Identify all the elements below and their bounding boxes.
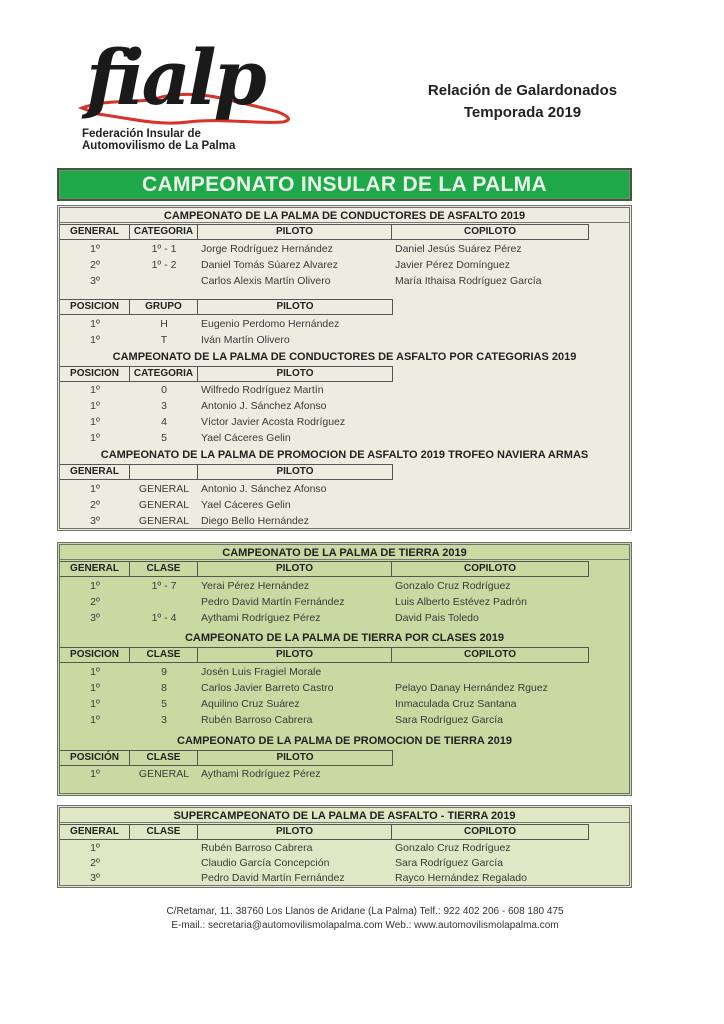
section-title: CAMPEONATO DE LA PALMA DE TIERRA 2019 — [60, 546, 629, 560]
cell-copilot — [392, 664, 588, 680]
cell-position: 1º — [90, 666, 100, 678]
cell-position: 2º — [90, 259, 100, 271]
cell-category: 1º - 2 — [151, 259, 177, 271]
fialp-logo — [78, 33, 318, 156]
header-cell: PILOTO — [198, 648, 392, 662]
table-row — [60, 481, 392, 497]
cell-class: GENERAL — [138, 768, 190, 780]
cell-pilot: Rubén Barroso Cabrera — [201, 842, 313, 854]
cell-position: 2º — [90, 596, 100, 608]
cell-copilot: Gonzalo Cruz Rodríguez — [395, 580, 511, 592]
cell-class: GENERAL — [138, 515, 190, 527]
header-cell: CATEGORIA — [130, 367, 198, 381]
table-row — [60, 870, 588, 886]
table-row — [60, 430, 392, 446]
cell-copilot: Sara Rodríguez García — [395, 714, 503, 726]
table-row — [60, 594, 588, 610]
cell-copilot: Javier Pérez Domínguez — [395, 259, 510, 271]
table-row — [60, 664, 588, 680]
logo-wordmark: fialp — [86, 33, 264, 122]
header-cell: COPILOTO — [463, 649, 517, 660]
table-header — [60, 464, 393, 480]
cell-pilot: Iván Martín Olivero — [201, 334, 290, 346]
cell-pilot: Aythami Rodríguez Pérez — [201, 768, 321, 780]
section-title: SUPERCAMPEONATO DE LA PALMA DE ASFALTO - TIERRA 2019 — [60, 809, 629, 823]
cell-position: 3º — [90, 515, 100, 527]
header-cell: POSICION — [60, 367, 130, 381]
header-cell: PILOTO — [276, 368, 314, 379]
section-title: CAMPEONATO DE LA PALMA DE TIERRA POR CLASES 2019 — [184, 632, 505, 644]
table-header — [60, 750, 393, 766]
cell-position: 1º — [90, 714, 100, 726]
cell-pilot: Daniel Tomás Súarez Alvarez — [201, 259, 338, 271]
header-cell: CATEGORIA — [130, 225, 198, 239]
cell-copilot: Luis Alberto Estévez Padrón — [395, 596, 527, 608]
cell-category: 4 — [161, 416, 167, 428]
table-row — [60, 241, 588, 257]
cell-pilot: Claudio García Concepción — [201, 857, 330, 869]
cell-class: GENERAL — [138, 483, 190, 495]
cell-copilot: María Ithaisa Rodríguez García — [395, 275, 542, 287]
table-row — [60, 513, 392, 529]
header-cell: GENERAL — [60, 465, 130, 479]
supercampeonato-panel — [57, 805, 632, 888]
cell-class: 9 — [161, 666, 167, 678]
cell-position: 3º — [90, 275, 100, 287]
header-cell: PILOTO — [198, 562, 392, 576]
header-cell: POSICION — [60, 648, 130, 662]
cell-category: 3 — [161, 400, 167, 412]
cell-pilot: Víctor Javier Acosta Rodríguez — [201, 416, 346, 428]
table-row — [60, 680, 588, 696]
cell-position: 1º — [90, 400, 100, 412]
cell-copilot: Inmaculada Cruz Santana — [395, 698, 517, 710]
cell-class: 3 — [161, 714, 167, 726]
header-cell: CLASE — [130, 648, 198, 662]
asfalto-panel — [57, 205, 632, 531]
header-cell: COPILOTO — [463, 226, 517, 237]
section-title: CAMPEONATO DE LA PALMA DE CONDUCTORES DE ASFALTO 2019 — [60, 209, 629, 223]
section-title: CAMPEONATO DE LA PALMA DE CONDUCTORES DE ASFALTO POR CATEGORIAS 2019 — [112, 351, 577, 363]
cell-pilot: Carlos Javier Barreto Castro — [201, 682, 334, 694]
cell-position: 1º — [90, 698, 100, 710]
cell-pilot: Pedro David Martín Fernández — [201, 872, 345, 884]
header-cell — [130, 465, 198, 479]
cell-group: T — [160, 334, 168, 346]
cell-pilot: Eugenio Perdomo Hernández — [201, 318, 340, 330]
table-row — [60, 332, 392, 348]
table-header — [60, 224, 589, 240]
document-title — [400, 80, 645, 124]
cell-pilot: Aquilino Cruz Suárez — [201, 698, 300, 710]
header-cell: PILOTO — [276, 301, 314, 312]
cell-position: 1º — [90, 842, 100, 854]
header-cell: GENERAL — [60, 562, 130, 576]
header-cell: POSICION — [60, 300, 130, 314]
main-banner: CAMPEONATO INSULAR DE LA PALMA — [57, 168, 632, 201]
table-row — [60, 840, 588, 856]
header-cell: COPILOTO — [463, 826, 517, 837]
cell-position: 1º — [90, 243, 100, 255]
logo-subtitle-line2: Automovilismo de La Palma — [82, 140, 236, 152]
cell-class — [130, 870, 198, 886]
cell-position: 1º — [90, 384, 100, 396]
header-cell: PILOTO — [276, 466, 314, 477]
cell-category: 1º - 1 — [151, 243, 177, 255]
header-cell: GENERAL — [60, 825, 130, 839]
table-row — [60, 610, 588, 626]
table-row — [60, 398, 392, 414]
table-row — [60, 855, 588, 871]
table-row — [60, 578, 588, 594]
cell-position: 3º — [90, 872, 100, 884]
header-cell: PILOTO — [198, 825, 392, 839]
table-header — [60, 647, 589, 663]
cell-pilot: Josén Luis Fragiel Morale — [201, 666, 322, 678]
header-cell: CLASE — [130, 825, 198, 839]
cell-position: 1º — [90, 580, 100, 592]
cell-position: 1º — [90, 483, 100, 495]
cell-pilot: Wilfredo Rodríguez Martín — [201, 384, 324, 396]
cell-copilot: David Pais Toledo — [395, 612, 479, 624]
cell-position: 2º — [90, 857, 100, 869]
header-cell: CLASE — [130, 751, 198, 765]
cell-pilot: Antonio J. Sánchez Afonso — [201, 400, 327, 412]
cell-category — [130, 273, 198, 289]
cell-class — [130, 855, 198, 871]
cell-pilot: Aythami Rodríguez Pérez — [201, 612, 321, 624]
table-header — [60, 299, 393, 315]
table-header — [60, 561, 589, 577]
cell-position: 3º — [90, 612, 100, 624]
cell-copilot: Pelayo Danay Hernández Rguez — [395, 682, 548, 694]
header-cell: CLASE — [130, 562, 198, 576]
footer-address: C/Retamar, 11. 38760 Los Llanos de Aridane (La Palma) Telf.: 922 402 206 - 608 180 475 — [166, 906, 564, 917]
cell-position: 1º — [90, 334, 100, 346]
header-cell: GENERAL — [60, 225, 130, 239]
table-row — [60, 497, 392, 513]
cell-class: 1º - 7 — [151, 580, 177, 592]
cell-pilot: Yael Cáceres Gelin — [201, 432, 291, 444]
table-row — [60, 712, 588, 728]
header-cell: GRUPO — [130, 300, 198, 314]
header-cell: PILOTO — [198, 225, 392, 239]
title-line1: Relación de Galardonados — [427, 82, 618, 99]
title-line2: Temporada 2019 — [463, 104, 582, 121]
logo-subtitle-line1: Federación Insular de — [82, 128, 201, 140]
cell-copilot: Gonzalo Cruz Rodríguez — [395, 842, 511, 854]
cell-category: 5 — [161, 432, 167, 444]
cell-copilot: Daniel Jesús Suárez Pérez — [395, 243, 522, 255]
cell-copilot: Sara Rodríguez García — [395, 857, 503, 869]
tierra-panel — [57, 542, 632, 796]
cell-pilot: Diego Bello Hernández — [201, 515, 309, 527]
cell-pilot: Rubén Barroso Cabrera — [201, 714, 313, 726]
cell-pilot: Jorge Rodríguez Hernández — [201, 243, 333, 255]
cell-class: 5 — [161, 698, 167, 710]
table-row — [60, 382, 392, 398]
cell-pilot: Yerai Pérez Hernández — [201, 580, 310, 592]
table-row — [60, 273, 588, 289]
cell-category: 0 — [161, 384, 167, 396]
section-title: CAMPEONATO DE LA PALMA DE PROMOCION DE TIERRA 2019 — [177, 735, 512, 747]
section-title: CAMPEONATO DE LA PALMA DE PROMOCION DE ASFALTO 2019 TROFEO NAVIERA ARMAS — [100, 449, 589, 461]
cell-pilot: Carlos Alexis Martín Olivero — [201, 275, 331, 287]
cell-class — [130, 840, 198, 856]
footer-contact: E-mail.: secretaria@automovilismolapalma.com Web.: www.automovilismolapalma.com — [171, 920, 559, 931]
cell-position: 1º — [90, 416, 100, 428]
cell-position: 1º — [90, 432, 100, 444]
cell-pilot: Pedro David Martín Fernández — [201, 596, 345, 608]
table-row — [60, 766, 392, 782]
cell-position: 2º — [90, 499, 100, 511]
table-row — [60, 414, 392, 430]
cell-position: 1º — [90, 768, 100, 780]
cell-class: GENERAL — [138, 499, 190, 511]
cell-class: 1º - 4 — [151, 612, 177, 624]
cell-group: H — [160, 318, 168, 330]
table-header — [60, 824, 589, 840]
cell-position: 1º — [90, 682, 100, 694]
cell-class — [130, 594, 198, 610]
table-row — [60, 696, 588, 712]
cell-position: 1º — [90, 318, 100, 330]
cell-class: 8 — [161, 682, 167, 694]
table-row — [60, 257, 588, 273]
header-cell: COPILOTO — [463, 563, 517, 574]
cell-copilot: Rayco Hernández Regalado — [395, 872, 527, 884]
header-cell: POSICIÓN — [60, 751, 130, 765]
header-cell: PILOTO — [276, 752, 314, 763]
table-row — [60, 316, 392, 332]
table-header — [60, 366, 393, 382]
cell-pilot: Yael Cáceres Gelin — [201, 499, 291, 511]
cell-pilot: Antonio J. Sánchez Afonso — [201, 483, 327, 495]
